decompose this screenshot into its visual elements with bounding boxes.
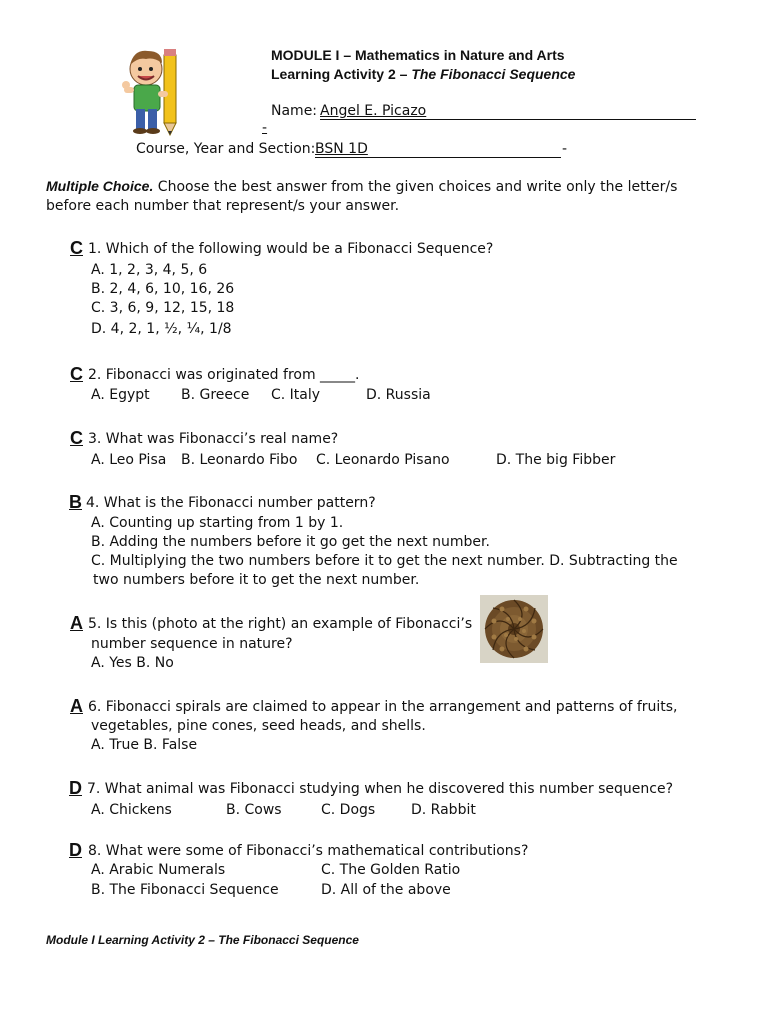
instructions-line-1 [46,178,677,195]
course-label: Course, Year and Section: [136,141,316,157]
question-4: 4. What is the Fibonacci number pattern? [86,495,376,511]
q8-option-c: C. The Golden Ratio [321,862,461,878]
module-title: MODULE I – Mathematics in Nature and Arts [271,47,565,63]
name-label: Name: [271,103,318,119]
answer-5[interactable]: A [70,613,83,633]
answer-7[interactable]: D [69,778,82,798]
q8-option-b: B. The Fibonacci Sequence [91,882,279,898]
q2-option-b: B. Greece [181,387,250,403]
answer-8[interactable]: D [69,840,82,860]
q5-options: A. Yes B. No [91,655,174,671]
instructions-heading: Multiple Choice. [46,178,154,194]
q1-option-d: D. 4, 2, 1, ½, ¼, 1/8 [91,321,232,337]
question-5: 5. Is this (photo at the right) an example of Fibonacci’s [88,616,473,632]
course-tail: - [562,141,568,157]
q8-option-d: D. All of the above [321,882,451,898]
question-5-cont: number sequence in nature? [91,636,293,652]
q4-option-b: B. Adding the numbers before it go get the next number. [91,534,490,550]
question-7: 7. What animal was Fibonacci studying when he discovered this number sequence? [87,781,674,797]
q7-option-c: C. Dogs [321,802,376,818]
q3-option-c: C. Leonardo Pisano [316,452,450,468]
answer-2[interactable]: C [70,364,83,384]
boy-with-pencil-illustration [120,45,186,137]
q7-option-b: B. Cows [226,802,282,818]
course-field[interactable]: BSN 1D [315,141,368,157]
q4-option-a: A. Counting up starting from 1 by 1. [91,515,344,531]
answer-1[interactable]: C [70,238,83,258]
name-underline [320,119,696,120]
page-footer: Module I Learning Activity 2 – The Fibonacci Sequence [46,933,359,947]
q1-option-b: B. 2, 4, 6, 10, 16, 26 [91,281,235,297]
answer-6[interactable]: A [70,696,83,716]
pine-cone-photo [480,595,548,663]
name-tail: - [262,120,268,136]
answer-4[interactable]: B [69,492,82,512]
q3-option-a: A. Leo Pisa [91,452,167,468]
activity-prefix: Learning Activity 2 – [271,66,412,82]
q1-option-c: C. 3, 6, 9, 12, 15, 18 [91,300,235,316]
activity-title: The Fibonacci Sequence [411,66,576,82]
question-6-cont: vegetables, pine cones, seed heads, and shells. [91,718,426,734]
q4-option-c-cont: two numbers before it to get the next number. [93,572,420,588]
q3-option-b: B. Leonardo Fibo [181,452,298,468]
q7-option-a: A. Chickens [91,802,172,818]
q3-option-d: D. The big Fibber [496,452,616,468]
q6-options: A. True B. False [91,737,198,753]
q1-option-a: A. 1, 2, 3, 4, 5, 6 [91,262,208,278]
q2-option-d: D. Russia [366,387,431,403]
activity-title-line [271,66,575,82]
q2-option-a: A. Egypt [91,387,150,403]
q7-option-d: D. Rabbit [411,802,476,818]
instructions-text: Choose the best answer from the given choices and write only the letter/s [153,179,678,195]
q4-option-c: C. Multiplying the two numbers before it to get the next number. D. Subtracting the [91,553,678,569]
question-1: 1. Which of the following would be a Fibonacci Sequence? [88,241,494,257]
question-3: 3. What was Fibonacci’s real name? [88,431,339,447]
q8-option-a: A. Arabic Numerals [91,862,226,878]
answer-3[interactable]: C [70,428,83,448]
instructions-line-2: before each number that represent/s your answer. [46,198,400,214]
course-underline [315,157,561,158]
q2-option-c: C. Italy [271,387,321,403]
question-8: 8. What were some of Fibonacci’s mathematical contributions? [88,843,529,859]
question-6: 6. Fibonacci spirals are claimed to appear in the arrangement and patterns of fruits, [88,699,678,715]
question-2: 2. Fibonacci was originated from _____. [88,367,360,383]
name-field[interactable]: Angel E. Picazo [320,103,427,119]
